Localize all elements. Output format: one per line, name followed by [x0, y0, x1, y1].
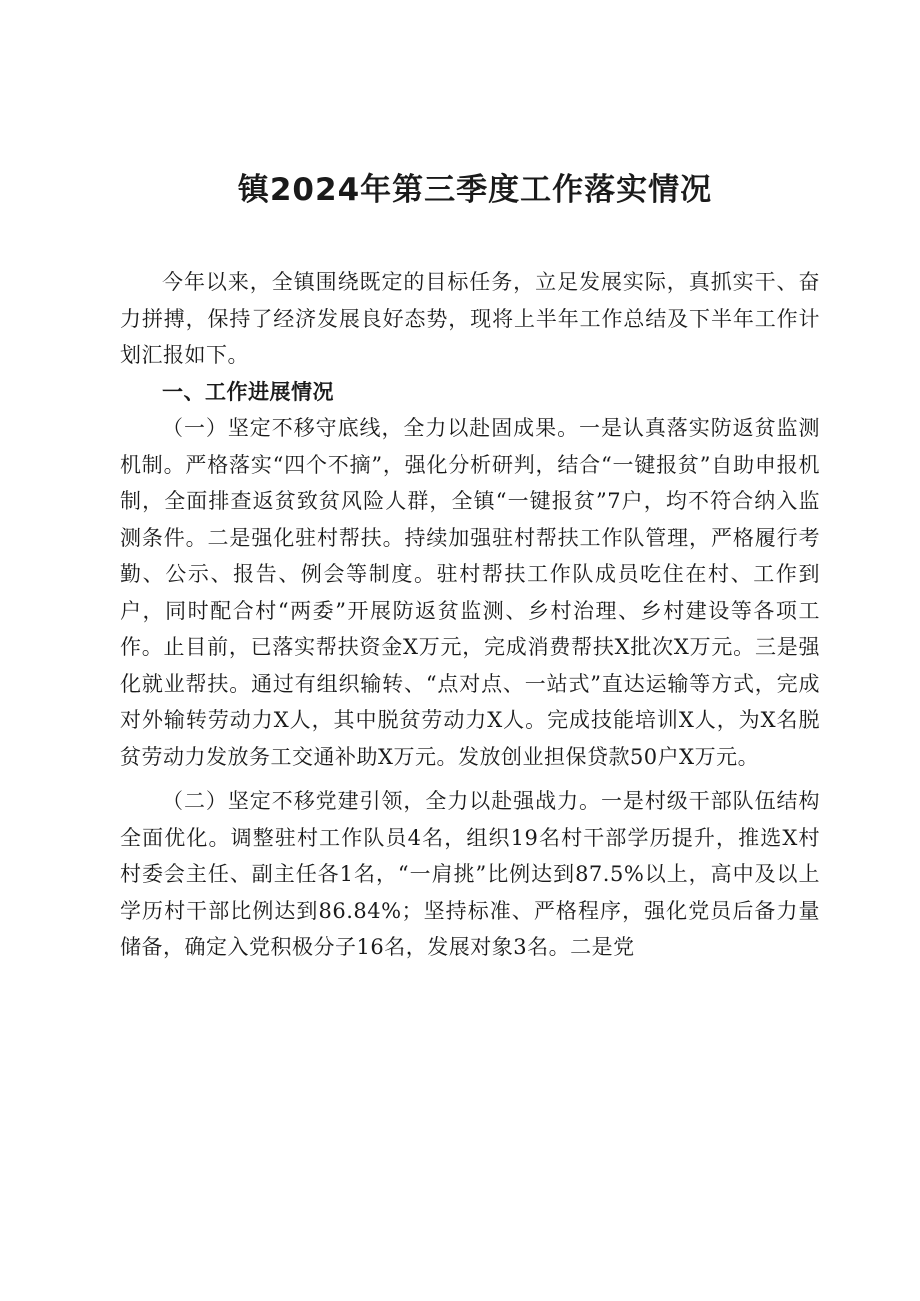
body-paragraph: （二）坚定不移党建引领，全力以赴强战力。一是村级干部队伍结构全面优化。调整驻村工作队员4名，组织19名村干部学历提升，推选X村村委会主任、副主任各1名，“一肩挑”比例达到87.5%以上，高中及以上学历村干部比例达到86.84%；坚持标准、严格程序，强化党员后备力量储备，确定入党积极分子16名，发展对象3名。二是党 [120, 789, 820, 959]
intro-paragraph: 今年以来，全镇围绕既定的目标任务，立足发展实际，真抓实干、奋力拼搏，保持了经济发展良好态势，现将上半年工作总结及下半年工作计划汇报如下。 [120, 270, 820, 367]
body-paragraph: （一）坚定不移守底线，全力以赴固成果。一是认真落实防返贫监测机制。严格落实“四个不摘”，强化分析研判，结合“一键报贫”自助申报机制，全面排查返贫致贫风险人群，全镇“一键报贫”7户，均不符合纳入监测条件。二是强化驻村帮扶。持续加强驻村帮扶工作队管理，严格履行考勤、公示、报告、例会等制度。驻村帮扶工作队成员吃住在村、工作到户，同时配合村“两委”开展防返贫监测、乡村治理、乡村建设等各项工作。止目前，已落实帮扶资金X万元，完成消费帮扶X批次X万元。三是强化就业帮扶。通过有组织输转、“点对点、一站式”直达运输等方式，完成对外输转劳动力X人，其中脱贫劳动力X人。完成技能培训X人，为X名脱贫劳动力发放务工交通补助X万元。发放创业担保贷款50户X万元。 [120, 416, 820, 769]
document-title: 镇2024年第三季度工作落实情况 [237, 172, 713, 208]
section-heading: 一、工作进展情况 [162, 379, 334, 404]
